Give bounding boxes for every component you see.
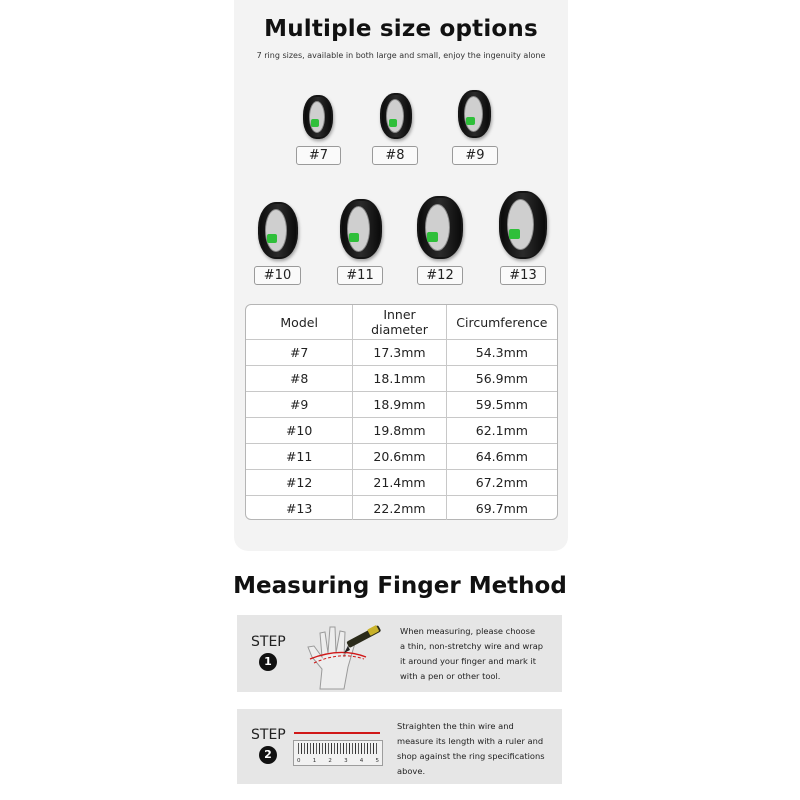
table-row <box>246 495 557 520</box>
table-cell: #8 <box>289 371 309 386</box>
ring-item-8 <box>372 93 405 163</box>
table-header-cell: Circumference <box>446 305 557 339</box>
table-row <box>246 339 557 365</box>
step-1-text-line: with a pen or other tool. <box>400 671 501 681</box>
table-row <box>246 469 557 495</box>
step-1-number: 1 <box>259 653 277 671</box>
table-cell: 56.9mm <box>446 366 557 391</box>
table-cell: #12 <box>285 475 313 490</box>
ring-item-12 <box>417 196 463 283</box>
ring-image <box>499 191 547 259</box>
ruler-mark: 1 <box>312 758 317 764</box>
step-2-text-line: shop against the ring specifications <box>397 751 545 761</box>
ring-size-label: #9 <box>452 146 498 165</box>
step-2-text-line: measure its length with a ruler and <box>397 736 544 746</box>
table-cell: 21.4mm <box>352 470 445 495</box>
step-2-label: STEP <box>251 727 286 743</box>
ring-image <box>303 95 333 139</box>
hand-with-pen-icon <box>300 619 392 691</box>
table-row <box>246 365 557 391</box>
ring-size-label: #13 <box>500 266 546 285</box>
step-1-text-line: When measuring, please choose <box>400 626 536 636</box>
step-2-text <box>397 719 559 779</box>
table-cell: 59.5mm <box>446 392 557 417</box>
step-2-text-line: Straighten the thin wire and <box>397 721 514 731</box>
step-1-text-line: a thin, non-stretchy wire and wrap <box>400 641 544 651</box>
table-header-cell: Inner diameter <box>352 305 445 339</box>
ruler-mark: 5 <box>375 758 379 764</box>
step-1-text-line: it around your finger and mark it <box>400 656 537 666</box>
step-1-label: STEP <box>251 634 286 650</box>
table-cell: 64.6mm <box>446 444 557 469</box>
table-cell: 19.8mm <box>352 418 445 443</box>
ring-size-label: #8 <box>372 146 418 165</box>
table-cell: 20.6mm <box>352 444 445 469</box>
ring-item-10 <box>254 202 294 283</box>
table-row <box>246 417 557 443</box>
ring-image <box>458 90 491 138</box>
ring-size-label: #12 <box>417 266 463 285</box>
table-header-cell: Model <box>280 314 318 330</box>
table-cell: 22.2mm <box>352 496 445 520</box>
table-cell: 18.9mm <box>352 392 445 417</box>
table-cell: #13 <box>285 500 313 516</box>
ruler-icon <box>293 740 383 766</box>
page-subtitle: 7 ring sizes, available in both large and small, enjoy the ingenuity alone <box>256 51 546 60</box>
ruler-mark: 3 <box>344 758 348 764</box>
table-cell: 69.7mm <box>446 496 557 520</box>
table-cell: 18.1mm <box>352 366 445 391</box>
ring-item-11 <box>337 199 379 283</box>
table-cell: 54.3mm <box>446 340 557 365</box>
table-cell: #10 <box>285 423 313 438</box>
step-2-number: 2 <box>259 746 277 764</box>
ring-image <box>380 93 412 139</box>
table-row <box>246 443 557 469</box>
table-row <box>246 391 557 417</box>
ring-size-label: #10 <box>254 266 301 285</box>
table-header-row <box>246 305 557 339</box>
table-cell: 17.3mm <box>352 340 445 365</box>
step-2-text-line: above. <box>397 766 426 776</box>
ring-size-label: #11 <box>337 266 383 285</box>
page-title: Multiple size options <box>264 16 538 42</box>
table-cell: #9 <box>289 397 309 412</box>
table-cell: #11 <box>285 449 313 464</box>
ruler-mark: 4 <box>359 758 364 764</box>
ring-image <box>258 202 298 259</box>
table-cell: 67.2mm <box>446 470 557 495</box>
ring-item-13 <box>497 191 545 283</box>
size-table <box>245 304 558 520</box>
ruler-mark: 2 <box>328 758 332 764</box>
table-cell: #7 <box>289 345 309 360</box>
ring-image <box>417 196 463 259</box>
step-1-text <box>400 624 560 684</box>
ring-image <box>340 199 382 259</box>
ring-item-9 <box>452 90 485 163</box>
table-cell: 62.1mm <box>446 418 557 443</box>
ring-size-label: #7 <box>296 146 341 165</box>
ruler-mark: 0 <box>297 758 301 764</box>
wire-line <box>294 732 380 734</box>
ring-item-7 <box>296 95 329 163</box>
method-title: Measuring Finger Method <box>233 573 567 599</box>
